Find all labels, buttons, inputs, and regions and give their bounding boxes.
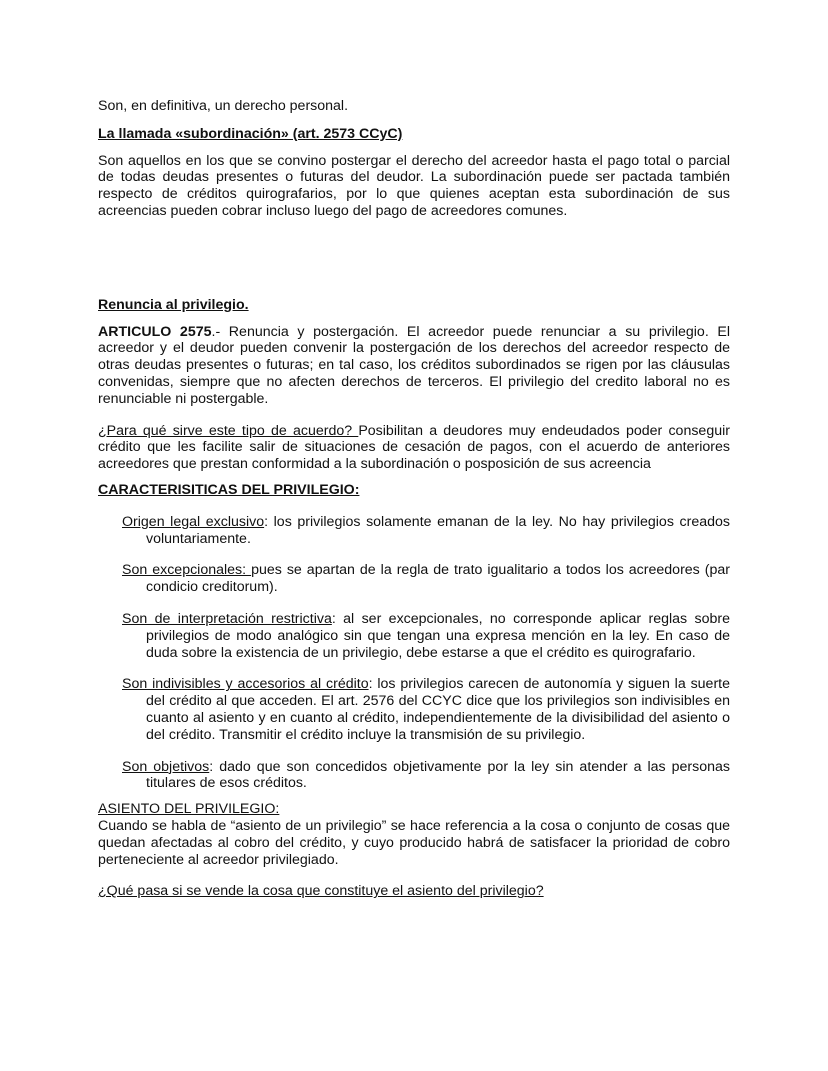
subordination-heading: La llamada «subordinación» (art. 2573 CCyC) xyxy=(98,125,403,142)
list-item xyxy=(122,611,730,661)
question-paragraph xyxy=(98,423,730,473)
question-body: Posibilitan a deudores muy endeudados poder conseguir crédito que les facilite salir de situaciones de cesación de pagos, con el acuerdo de anteriores acreedores que prestan conformidad a la subordinación o posposición de sus acreencia xyxy=(98,422,730,473)
characteristic-text: : al ser excepcionales, no corresponde aplicar reglas sobre privilegios de modo analógico sin que tengan una expresa mención en la ley. En caso de duda sobre la existencia de un privilegio, debe estarse a que el crédito es quirografario. xyxy=(146,610,731,661)
question-label: ¿Para qué sirve este tipo de acuerdo? xyxy=(98,422,359,439)
characteristic-term: Son excepcionales: xyxy=(122,562,252,579)
article-2575-paragraph xyxy=(98,324,730,408)
characteristics-list xyxy=(98,514,730,792)
caracteristicas-heading: CARACTERISITICAS DEL PRIVILEGIO: xyxy=(98,481,360,498)
asiento-question: ¿Qué pasa si se vende la cosa que constituye el asiento del privilegio? xyxy=(98,883,544,900)
characteristic-text: pues se apartan de la regla de trato igualitario a todos los acreedores (par condicio creditorum). xyxy=(146,562,730,596)
article-label: ARTICULO 2575 xyxy=(98,323,212,340)
characteristic-term: Origen legal exclusivo xyxy=(122,513,265,530)
document-page xyxy=(98,98,730,900)
list-item xyxy=(122,676,730,743)
characteristic-text: : los privilegios carecen de autonomía y siguen la suerte del crédito al que acceden. El art. 2576 del CCYC dice que los privilegios son indivisibles en cuanto al asiento y en cuanto al crédito, independientemente de la divisibilidad del asiento o del crédito. Transmitir el crédito incluye la transmisión de su privilegio. xyxy=(146,676,730,743)
characteristic-term: Son de interpretación restrictiva xyxy=(122,610,332,627)
list-item xyxy=(122,759,730,793)
characteristic-text: : los privilegios solamente emanan de la ley. No hay privilegios creados voluntariamente. xyxy=(146,513,730,547)
article-body: .- Renuncia y postergación. El acreedor puede renunciar a su privilegio. El acreedor y el deudor pueden convenir la postergación de los derechos del acreedor respecto de otras deudas presentes o futuras; en tal caso, los créditos subordinados se rigen por las cláusulas convenidas, siempre que no afecten derechos de terceros. El privilegio del credito laboral no es renunciable ni postergable. xyxy=(98,323,731,407)
list-item xyxy=(122,562,730,596)
intro-paragraph: Son, en definitiva, un derecho personal. xyxy=(98,98,349,114)
characteristic-text: : dado que son concedidos objetivamente por la ley sin atender a las personas titulares de esos créditos. xyxy=(146,758,730,792)
asiento-paragraph: Cuando se habla de “asiento de un privilegio” se hace referencia a la cosa o conjunto de cosas que quedan afectadas al cobro del crédito, y cuyo producido habrá de satisfacer la prioridad de cobro perteneciente al acreedor privilegiado. xyxy=(98,817,730,868)
list-item xyxy=(122,514,730,548)
characteristic-term: Son indivisibles y accesorios al crédito xyxy=(122,676,369,693)
blank-space xyxy=(98,220,730,297)
subordination-paragraph: Son aquellos en los que se convino postergar el derecho del acreedor hasta el pago total o parcial de todas deudas presentes o futuras del deudor. La subordinación puede ser pactada también respecto de créditos quirografarios, por lo que quienes aceptan esta subordinación de sus acreencias pueden cobrar incluso luego del pago de acreedores comunes. xyxy=(98,152,730,219)
renuncia-heading: Renuncia al privilegio. xyxy=(98,296,249,313)
asiento-heading: ASIENTO DEL PRIVILEGIO: xyxy=(98,801,280,818)
characteristic-term: Son objetivos xyxy=(122,758,210,775)
